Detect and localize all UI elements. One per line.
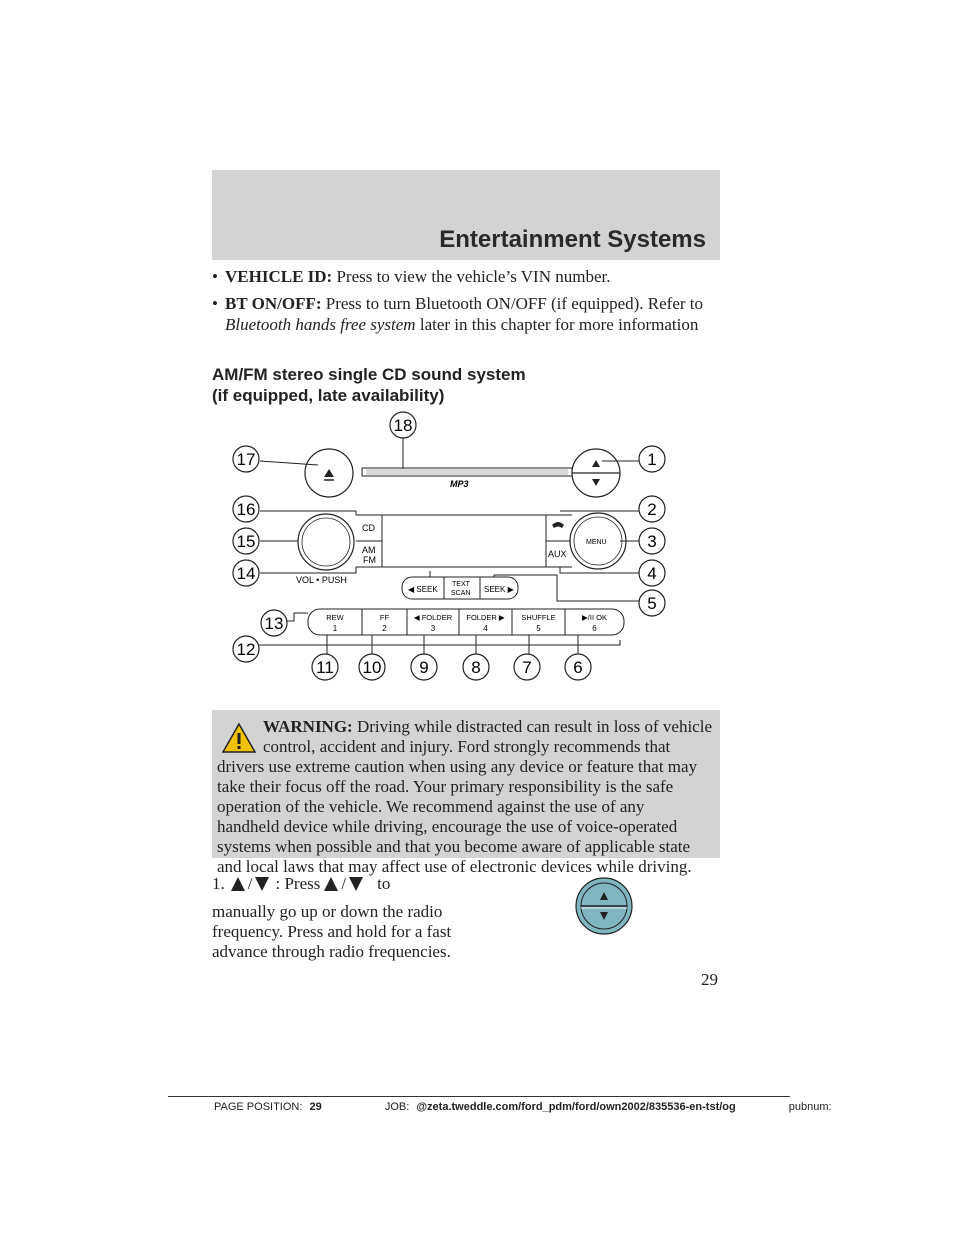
warning-line: control, accident and injury. Ford strongly recommends that: [263, 737, 671, 756]
callout-number: 10: [362, 658, 382, 677]
fm-button-label: FM: [363, 555, 376, 565]
bullet-text-2: later in this chapter for more information: [419, 315, 699, 334]
item-number: 1.: [212, 874, 225, 893]
footer-position-label: PAGE POSITION:: [214, 1101, 303, 1113]
warning-line: handheld device while driving, encourage the use of voice-operated: [217, 817, 678, 836]
preset-label: FF: [379, 613, 390, 622]
warning-line: Driving while distracted can result in loss of vehicle: [356, 717, 713, 736]
warning-line: systems when possible and that you become aware of applicable state: [217, 837, 691, 856]
warning-box: [212, 710, 720, 876]
preset-number: 4: [483, 624, 488, 633]
heading-line-1: AM/FM stereo single CD sound system: [212, 365, 526, 384]
slash: /: [247, 874, 253, 893]
scan-label: SCAN: [451, 590, 471, 597]
callout-number: 13: [264, 614, 284, 633]
callout-number: 15: [236, 532, 256, 551]
preset-number: 5: [536, 624, 541, 633]
callout-number: 11: [316, 658, 334, 677]
down-triangle-icon: [349, 877, 363, 891]
heading-line-2: (if equipped, late availability): [212, 386, 445, 405]
phone-icon: [552, 522, 564, 528]
warning-line: drivers use extreme caution when using any device or feature that may: [217, 757, 698, 776]
bullet-list: [212, 266, 732, 341]
callout-number: 7: [522, 658, 532, 677]
seek-up-down-icon: [574, 876, 634, 936]
bullet-dot: •: [212, 294, 218, 313]
section-heading: [212, 364, 712, 406]
cd-button-label: CD: [362, 523, 375, 533]
preset-label: ▶/II OK: [582, 613, 607, 622]
footer-rule: [168, 1096, 790, 1097]
callout-number: 16: [236, 500, 256, 519]
callout-number: 17: [236, 450, 256, 469]
seek-paragraph-body: manually go up or down the radio frequency. Press and hold for a fast advance through radio frequencies.: [212, 902, 452, 961]
up-triangle-icon: [231, 877, 245, 891]
warning-label: WARNING:: [263, 717, 353, 736]
volume-knob: [298, 514, 354, 570]
press-text: : Press: [275, 874, 321, 893]
down-triangle-icon: [255, 877, 269, 891]
bullet-text: Press to turn Bluetooth ON/OFF (if equipped). Refer to: [325, 294, 704, 313]
seek-right-label: SEEK ▶: [484, 585, 514, 594]
page-title: Entertainment Systems: [439, 226, 706, 253]
preset-number: 3: [430, 624, 436, 633]
footer-position-value: 29: [309, 1101, 322, 1113]
bullet-dot: •: [212, 267, 218, 286]
callout-number: 6: [573, 658, 583, 677]
header-banner: [212, 170, 720, 260]
to-text: to: [377, 874, 391, 893]
warning-line: and local laws that may affect use of electronic devices while driving.: [217, 857, 692, 876]
warning-text: [217, 717, 719, 877]
bullet-label: BT ON/OFF:: [225, 294, 322, 313]
radio-diagram: [222, 405, 712, 695]
slash: /: [341, 874, 347, 893]
aux-button-label: AUX: [548, 549, 567, 559]
callout-number: 9: [419, 658, 429, 677]
callout-number: 5: [647, 594, 657, 613]
preset-label: REW: [326, 613, 344, 622]
seek-paragraph: [212, 874, 462, 962]
callout-number: 18: [393, 416, 413, 435]
menu-label: MENU: [586, 539, 607, 546]
mp3-label: MP3: [450, 479, 469, 489]
am-button-label: AM: [362, 545, 376, 555]
preset-label: SHUFFLE: [521, 613, 556, 622]
preset-number: 2: [382, 624, 387, 633]
callout-number: 1: [647, 450, 657, 469]
bullet-bt-onoff: [212, 293, 732, 335]
bullet-text: Press to view the vehicle’s VIN number.: [336, 267, 611, 286]
warning-line: operation of the vehicle. We recommend against the use of any: [217, 797, 645, 816]
seek-left-label: ◀ SEEK: [408, 585, 438, 594]
footer-pubnum-label: pubnum:: [788, 1101, 832, 1113]
print-footer: [214, 1101, 836, 1113]
preset-number: 6: [592, 624, 597, 633]
callout-number: 14: [236, 564, 256, 583]
callout-number: 4: [647, 564, 657, 583]
warning-line: take their focus off the road. Your primary responsibility is the safe: [217, 777, 674, 796]
text-label: TEXT: [452, 581, 470, 588]
footer-job-value: @zeta.tweddle.com/ford_pdm/ford/own2002/835536-en-tst/og: [416, 1101, 736, 1113]
footer-job-label: JOB:: [384, 1101, 410, 1113]
volume-label: VOL • PUSH: [296, 575, 347, 585]
bullet-italic-ref: Bluetooth hands free system: [225, 315, 416, 334]
bullet-label: VEHICLE ID:: [225, 267, 333, 286]
preset-number: 1: [332, 624, 338, 633]
callout-number: 12: [236, 640, 256, 659]
bullet-vehicle-id: [212, 266, 732, 287]
callout-number: 3: [647, 532, 657, 551]
preset-label: ◀ FOLDER: [413, 613, 453, 622]
callout-number: 2: [647, 500, 657, 519]
preset-label: FOLDER ▶: [466, 613, 505, 622]
radio-diagram-svg: [222, 405, 712, 695]
callout-number: 8: [471, 658, 481, 677]
page-number: 29: [701, 970, 718, 989]
up-triangle-icon: [324, 877, 338, 891]
display-screen: [382, 515, 546, 567]
